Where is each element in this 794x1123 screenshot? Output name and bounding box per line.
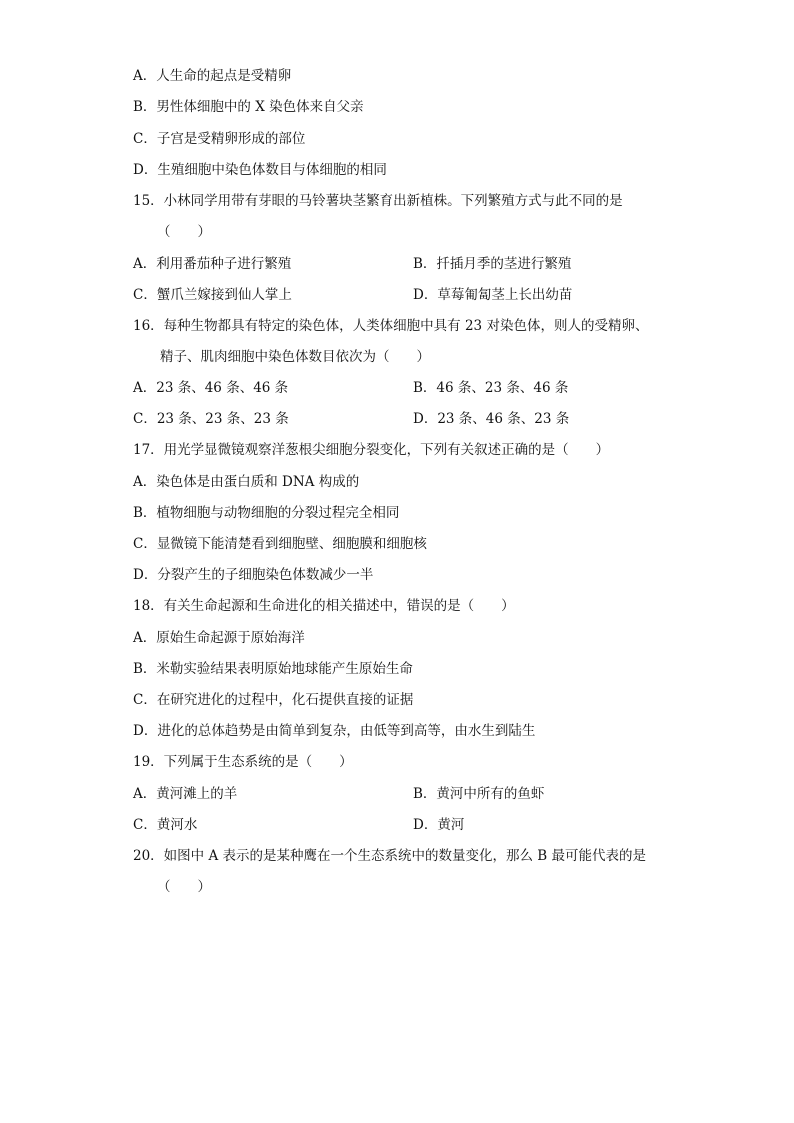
- q19-option-d: D．黄河: [413, 817, 465, 833]
- q18-option-c: C．在研究进化的过程中，化石提供直接的证据: [133, 692, 414, 708]
- q18-option-a: A．原始生命起源于原始海洋: [133, 630, 305, 646]
- q19-stem: 19．下列属于生态系统的是（ ）: [133, 754, 353, 770]
- q19-option-c: C．黄河水: [133, 817, 198, 833]
- q15-option-c: C．蟹爪兰嫁接到仙人掌上: [133, 287, 292, 303]
- q14-option-a: A．人生命的起点是受精卵: [133, 68, 292, 84]
- q15-answer-paren: （ ）: [157, 224, 211, 240]
- q18-option-d: D．进化的总体趋势是由简单到复杂，由低等到高等，由水生到陆生: [133, 723, 536, 739]
- q17-option-d: D．分裂产生的子细胞染色体数减少一半: [133, 567, 374, 583]
- q19-option-a: A．黄河滩上的羊: [133, 786, 238, 802]
- q16-option-c: C．23 条、23 条、23 条: [133, 411, 289, 427]
- q15-option-d: D．草莓匍匐茎上长出幼苗: [413, 287, 573, 303]
- q20-answer-paren: （ ）: [157, 879, 211, 895]
- q15-option-b: B．扦插月季的茎进行繁殖: [413, 256, 572, 272]
- q15-option-a: A．利用番茄种子进行繁殖: [133, 256, 292, 272]
- q18-stem: 18．有关生命起源和生命进化的相关描述中，错误的是（ ）: [133, 598, 515, 614]
- q14-option-b: B．男性体细胞中的 X 染色体来自父亲: [133, 99, 364, 115]
- q18-option-b: B．米勒实验结果表明原始地球能产生原始生命: [133, 661, 413, 677]
- q19-option-b: B．黄河中所有的鱼虾: [413, 786, 545, 802]
- q15-stem: 15．小林同学用带有芽眼的马铃薯块茎繁育出新植株。下列繁殖方式与此不同的是: [133, 193, 623, 209]
- q17-option-b: B．植物细胞与动物细胞的分裂过程完全相同: [133, 505, 400, 521]
- q17-option-a: A．染色体是由蛋白质和 DNA 构成的: [133, 474, 360, 490]
- q16-option-b: B．46 条、23 条、46 条: [413, 380, 569, 396]
- q16-stem-line2: 精子、肌肉细胞中染色体数目依次为（ ）: [160, 349, 430, 365]
- q14-option-c: C．子宫是受精卵形成的部位: [133, 131, 306, 147]
- q16-option-d: D．23 条、46 条、23 条: [413, 411, 570, 427]
- q14-option-d: D．生殖细胞中染色体数目与体细胞的相同: [133, 162, 387, 178]
- q16-option-a: A．23 条、46 条、46 条: [133, 380, 289, 396]
- q17-stem: 17．用光学显微镜观察洋葱根尖细胞分裂变化，下列有关叙述正确的是（ ）: [133, 442, 610, 458]
- q16-stem-line1: 16．每种生物都具有特定的染色体，人类体细胞中具有 23 对染色体，则人的受精卵、: [133, 318, 649, 334]
- q20-stem: 20．如图中 A 表示的是某种鹰在一个生态系统中的数量变化，那么 B 最可能代表的是: [133, 848, 647, 864]
- q17-option-c: C．显微镜下能清楚看到细胞壁、细胞膜和细胞核: [133, 536, 427, 552]
